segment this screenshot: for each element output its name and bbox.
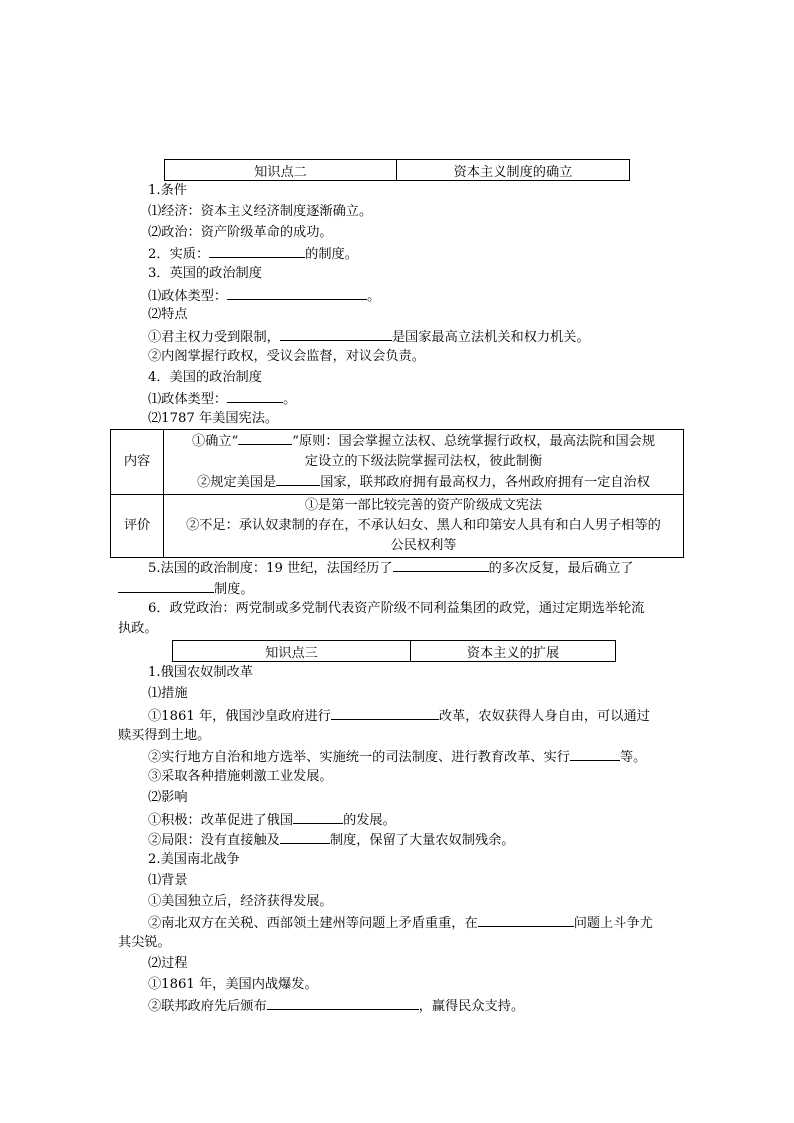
- text-line: 1.条件: [148, 183, 187, 198]
- text-line: [148, 747, 646, 767]
- text-fragment: 制度，保留了大量农奴制残余。: [329, 833, 515, 848]
- text-line: [148, 810, 396, 830]
- text-fragment: 制度。: [214, 582, 254, 597]
- text-line: ⑵过程: [148, 956, 188, 971]
- text-fragment: 是国家最高立法机关和权力机关。: [391, 330, 590, 345]
- text-fragment: ①确立“: [191, 434, 239, 449]
- table-row: [111, 430, 684, 495]
- text-fragment: 国家，联邦政府拥有最高权力，各州政府拥有一定自治权: [320, 475, 650, 490]
- text-fragment: 问题上斗争尤: [573, 916, 653, 931]
- text-line: ⑴经济：资本主义经济制度逐渐确立。: [148, 204, 373, 219]
- table-row-key: 评价: [111, 495, 164, 558]
- section-header-knowledge-2: [164, 159, 630, 181]
- text-fragment: ①积极：改革促进了俄国: [148, 813, 294, 828]
- cell-line: ②不足：承认奴隶制的存在，不承认妇女、黑人和印第安人具有和白人男子相等的: [186, 518, 661, 533]
- text-fragment: ②规定美国是: [197, 475, 277, 490]
- text-fragment: 5.法国的政治制度：19 世纪，法国经历了: [148, 561, 393, 576]
- text-line: [148, 327, 590, 347]
- text-fragment: ，赢得民众支持。: [418, 999, 525, 1014]
- text-fragment: 2．实质：: [148, 247, 210, 262]
- text-line: ③采取各种措施刺激工业发展。: [148, 769, 333, 784]
- text-line: ①1861 年，美国内战爆发。: [148, 977, 318, 992]
- text-line: 执政。: [118, 621, 158, 636]
- table-row: [111, 495, 684, 558]
- section-header-right: 资本主义制度的确立: [453, 164, 573, 180]
- text-line: ②内阁掌握行政权，受议会监督，对议会负责。: [148, 349, 425, 364]
- cell-line: 公民权利等: [390, 538, 457, 553]
- section-header-knowledge-3: [172, 640, 616, 662]
- cell-line: 定设立的下级法院掌握司法权，彼此制衡: [304, 454, 543, 469]
- text-line: ⑴背景: [148, 873, 188, 888]
- section-header-right: 资本主义的扩展: [466, 645, 560, 661]
- text-fragment: 改革，农奴获得人身自由，可以通过: [438, 709, 650, 724]
- section-header-left: 知识点二: [165, 160, 397, 180]
- text-fragment: ①1861 年，俄国沙皇政府进行: [148, 709, 331, 724]
- fill-blank: [118, 579, 214, 593]
- text-fragment: 的制度。: [305, 247, 358, 262]
- text-line: [148, 286, 380, 306]
- text-line: ⑵特点: [148, 307, 188, 322]
- cell-line: [168, 431, 679, 452]
- table-cell: [164, 430, 684, 495]
- text-line: ⑵1787 年美国宪法。: [148, 411, 279, 426]
- text-fragment: ”原则：国会掌握立法权、总统掌握行政权，最高法院和国会规: [292, 434, 656, 449]
- fill-blank: [280, 327, 392, 341]
- text-fragment: ②实行地方自治和地方选举、实施统一的司法制度、进行教育改革、实行: [148, 750, 570, 765]
- fill-blank: [209, 244, 305, 258]
- text-line: 2.美国南北战争: [148, 852, 240, 867]
- text-fragment: 的多次反复，最后确立了: [488, 561, 634, 576]
- text-fragment: ①君主权力受到限制，: [148, 330, 280, 345]
- fill-blank: [280, 830, 330, 844]
- text-line: 赎买得到土地。: [118, 728, 211, 743]
- text-line: [148, 996, 524, 1016]
- text-line: ⑵影响: [148, 790, 188, 805]
- text-fragment: ②联邦政府先后颁布: [148, 999, 267, 1014]
- fill-blank: [267, 996, 419, 1010]
- text-line: 4．美国的政治制度: [148, 370, 262, 385]
- table-cell: [164, 495, 684, 558]
- text-line: ⑴措施: [148, 686, 188, 701]
- text-fragment: ⑴政体类型：: [148, 392, 228, 407]
- text-fragment: ⑴政体类型：: [148, 289, 228, 304]
- section-header-left: 知识点三: [173, 641, 411, 661]
- fill-blank: [227, 389, 283, 403]
- fill-blank: [238, 431, 292, 445]
- fill-blank: [331, 706, 439, 720]
- fill-blank: [293, 810, 343, 824]
- fill-blank: [276, 472, 320, 486]
- text-line: 1.俄国农奴制改革: [148, 665, 253, 680]
- text-line: [148, 706, 650, 726]
- text-fragment: 等。: [620, 750, 647, 765]
- text-line: [148, 389, 296, 409]
- text-line: ①美国独立后，经济获得发展。: [148, 894, 333, 909]
- text-line: ⑵政治：资产阶级革命的成功。: [148, 225, 333, 240]
- text-line: [118, 579, 254, 599]
- text-fragment: 的发展。: [343, 813, 396, 828]
- text-line: 6．政党政治：两党制或多党制代表资产阶级不同利益集团的政党，通过定期选举轮流: [148, 601, 645, 616]
- text-line: [148, 244, 358, 264]
- text-line: 其尖锐。: [118, 935, 171, 950]
- text-line: [148, 913, 653, 933]
- text-fragment: 。: [367, 289, 381, 304]
- table-row-key: 内容: [111, 430, 164, 495]
- text-line: [148, 558, 634, 578]
- text-line: 3．英国的政治制度: [148, 266, 262, 281]
- cell-line: ①是第一部比较完善的资产阶级成文宪法: [304, 498, 543, 513]
- fill-blank: [478, 913, 574, 927]
- constitution-table: [110, 429, 684, 558]
- text-fragment: 。: [283, 392, 297, 407]
- text-fragment: ②局限：没有直接触及: [148, 833, 280, 848]
- cell-line: [168, 472, 679, 493]
- text-fragment: ②南北双方在关税、西部领土建州等问题上矛盾重重，在: [148, 916, 478, 931]
- fill-blank: [227, 286, 367, 300]
- fill-blank: [570, 747, 620, 761]
- text-line: [148, 830, 515, 850]
- fill-blank: [393, 558, 489, 572]
